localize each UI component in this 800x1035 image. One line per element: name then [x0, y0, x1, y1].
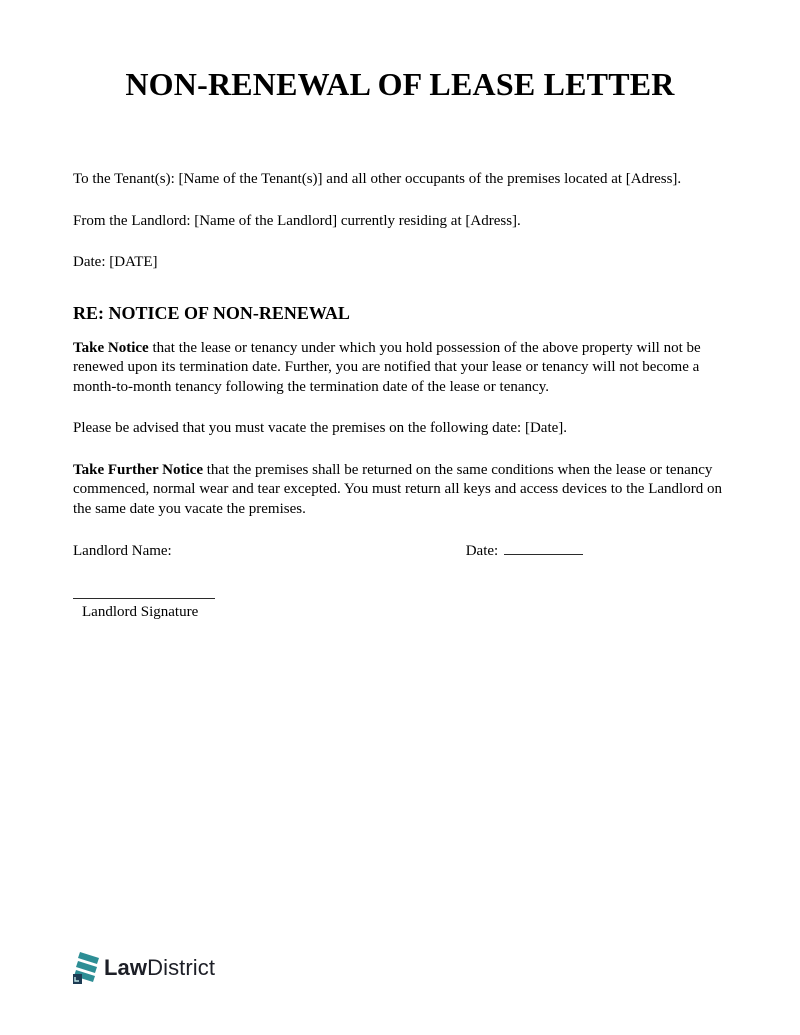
lawdistrict-logo-law: Law — [104, 955, 148, 980]
re-heading: RE: NOTICE OF NON-RENEWAL — [73, 302, 350, 323]
take-notice-lead: Take Notice — [73, 339, 149, 356]
signature-block — [73, 598, 727, 622]
date-blank-line — [504, 541, 583, 555]
from-landlord-line: From the Landlord: [Name of the Landlord] currently residing at [Adress]. — [73, 212, 521, 229]
document-title: NON-RENEWAL OF LEASE LETTER — [125, 66, 675, 102]
vacate-line: Please be advised that you must vacate the premises on the following date: [Date]. — [73, 420, 568, 436]
lawdistrict-pages-icon — [70, 951, 101, 985]
signature-row — [73, 541, 727, 562]
to-tenant-line: To the Tenant(s): [Name of the Tenant(s)] and all other occupants of the premises located at [Adress]. — [73, 171, 682, 187]
letter-body — [0, 170, 800, 622]
date-field — [466, 541, 583, 562]
take-notice-paragraph — [73, 339, 727, 398]
lawdistrict-logo-district: District — [147, 955, 216, 980]
lawdistrict-logo — [70, 951, 215, 985]
take-further-lead: Take Further Notice — [73, 461, 203, 478]
take-notice-body: that the lease or tenancy under which you hold possession of the above property will not be renewed upon its termination date. Further, you are notified that your lease or tenancy will not become a month-to-month tenancy following the termination date of the lease or tenancy. — [73, 339, 701, 395]
date-label: Date: — [465, 543, 499, 559]
signature-caption: Landlord Signature — [82, 603, 199, 620]
lawdistrict-logo-text — [104, 951, 215, 985]
date-line: Date: [DATE] — [73, 254, 158, 270]
take-further-body: that the premises shall be returned on the same conditions when the lease or tenancy commenced, normal wear and tear excepted. You must return all keys and access devices to the Landlord on the same date you vacate the premises. — [73, 461, 722, 517]
take-further-paragraph — [73, 461, 727, 520]
landlord-name-label: Landlord Name: — [73, 543, 172, 559]
